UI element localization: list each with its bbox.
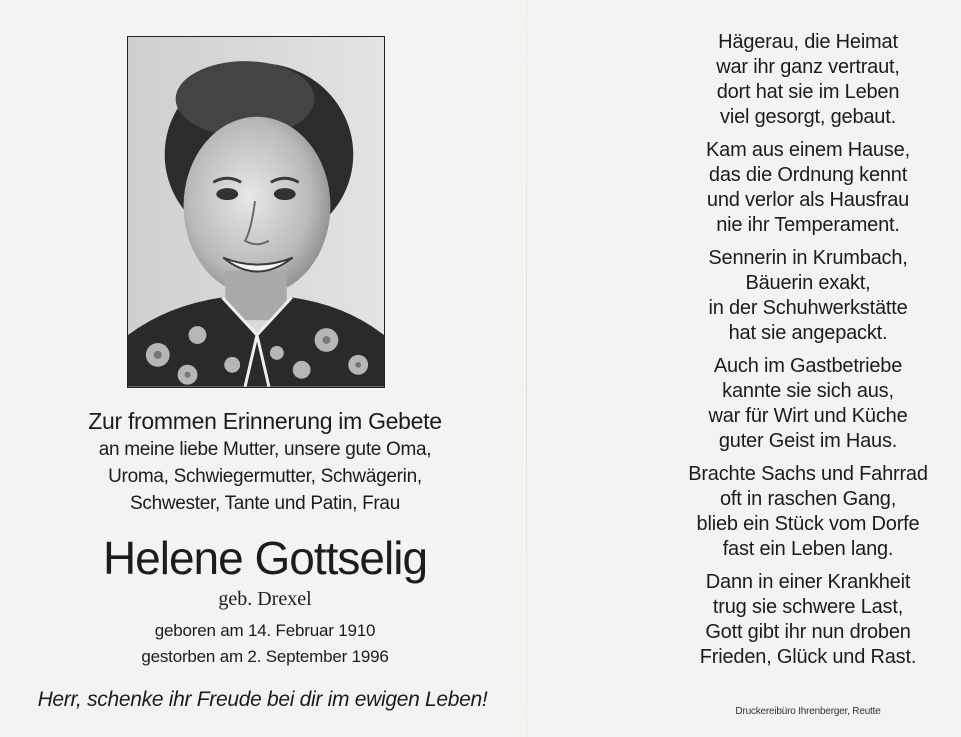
poem-verse: dort hat sie im Leben (716, 81, 900, 103)
poem-verse: war ihr ganz vertraut, (716, 56, 900, 78)
maiden-name: geb. Drexel (218, 588, 312, 610)
poem-verse: viel gesorgt, gebaut. (720, 106, 896, 128)
poem-verse: in der Schuhwerkstätte (708, 297, 908, 319)
dedication-line: Schwester, Tante und Patin, Frau (130, 493, 400, 514)
poem-verse: das die Ordnung kennt (708, 164, 908, 186)
poem-stanza (668, 30, 948, 130)
poem-verse: Bäuerin exakt, (745, 272, 871, 294)
poem-stanza (668, 354, 948, 454)
portrait-photo (127, 36, 385, 388)
poem-verse: kannte sie sich aus, (722, 380, 894, 402)
portrait-illustration (128, 37, 384, 387)
birth-date: geboren am 14. Februar 1910 (154, 621, 376, 640)
poem-verse: Auch im Gastbetriebe (713, 355, 903, 377)
poem-verse: Sennerin in Krumbach, (708, 247, 908, 269)
poem-verse: Gott gibt ihr nun droben (705, 621, 911, 643)
poem-verse: blieb ein Stück vom Dorfe (696, 513, 920, 535)
death-date: gestorben am 2. September 1996 (141, 647, 389, 666)
poem-verse: Brachte Sachs und Fahrrad (688, 463, 928, 485)
poem-verse: guter Geist im Haus. (718, 430, 898, 452)
dedication-text (20, 406, 510, 517)
poem-verse: hat sie angepackt. (728, 322, 888, 344)
poem-verse: trug sie schwere Last, (712, 596, 904, 618)
poem-verse: nie ihr Temperament. (716, 214, 900, 236)
poem-stanza (668, 138, 948, 238)
life-dates (20, 618, 510, 670)
poem-verse: fast ein Leben lang. (722, 538, 894, 560)
poem-verse: Kam aus einem Hause, (706, 139, 910, 161)
poem-verse: Hägerau, die Heimat (718, 31, 898, 53)
poem-verse: und verlor als Hausfrau (706, 189, 910, 211)
dedication-line: an meine liebe Mutter, unsere gute Oma, (98, 439, 432, 460)
memorial-poem (668, 30, 948, 678)
blessing-text: Herr, schenke ihr Freude bei dir im ewigen Leben! (37, 688, 488, 711)
dedication-line: Uroma, Schwiegermutter, Schwägerin, (108, 466, 422, 487)
card-fold (526, 0, 527, 737)
poem-verse: oft in raschen Gang, (719, 488, 897, 510)
poem-stanza (668, 462, 948, 562)
poem-stanza (668, 246, 948, 346)
printer-credit: Druckereibüro Ihrenberger, Reutte (735, 706, 881, 717)
poem-verse: Frieden, Glück und Rast. (699, 646, 917, 668)
poem-verse: war für Wirt und Küche (708, 405, 908, 427)
poem-stanza (668, 570, 948, 670)
dedication-lead: Zur frommen Erinnerung im Gebete (88, 408, 442, 434)
deceased-name: Helene Gottselig (102, 532, 428, 584)
poem-verse: Dann in einer Krankheit (705, 571, 911, 593)
